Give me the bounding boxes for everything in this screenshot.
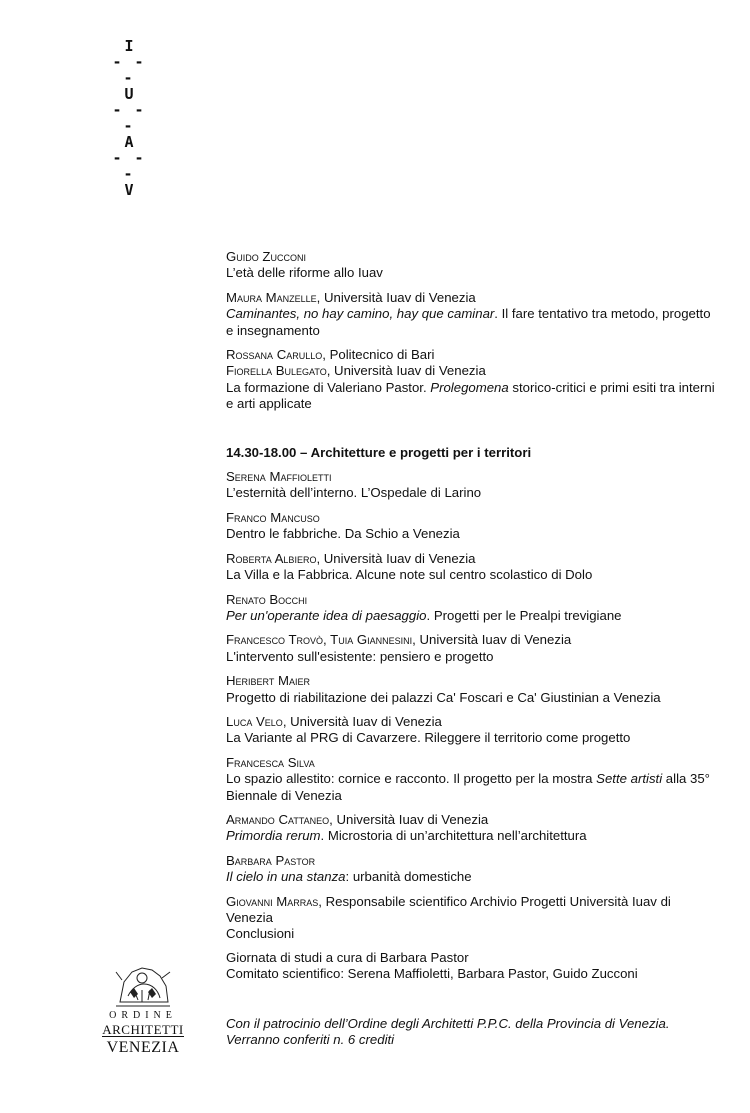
speaker-line [226, 673, 716, 689]
talk-title-part: Dentro le fabbriche. Da Schio a Venezia [226, 526, 460, 542]
speaker-line [226, 755, 716, 771]
logo-separator: - - - [112, 149, 146, 183]
committee-line: Comitato scientifico: Serena Maffioletti, Barbara Pastor, Guido Zucconi [226, 966, 638, 982]
speaker-line [226, 894, 716, 927]
speaker-line [226, 853, 716, 869]
morning-entries [226, 249, 716, 413]
talk-title [226, 608, 716, 624]
talk-title-part: . Microstoria di un’architettura nell’architettura [320, 828, 587, 844]
speaker-affiliation: , Università Iuav di Venezia [326, 363, 486, 379]
speaker-name: Franco Mancuso [226, 509, 320, 525]
talk-title [226, 649, 716, 665]
talk-title [226, 306, 716, 339]
speaker-affiliation: , Università Iuav di Venezia [412, 632, 572, 648]
architetti-label: ARCHITETTI [102, 1022, 184, 1037]
credits-note: Verranno conferiti n. 6 crediti [226, 1032, 395, 1048]
talk-title-part: Prolegomena [430, 379, 509, 395]
program-entry [226, 632, 716, 665]
program [226, 249, 716, 951]
talk-title [226, 526, 716, 542]
talk-title-part: La Villa e la Fabbrica. Alcune note sul centro scolastico di Dolo [226, 567, 593, 583]
speaker-name: Renato Bocchi [226, 591, 308, 607]
speaker-line [226, 632, 716, 648]
patronage [226, 1016, 726, 1049]
speaker-line [226, 510, 716, 526]
speaker-line [226, 469, 716, 485]
speaker-name: Roberta Albiero [226, 550, 317, 566]
speaker-name: Maura Manzelle [226, 289, 317, 305]
talk-title [226, 828, 716, 844]
talk-title [226, 926, 716, 942]
talk-title-part: Caminantes, no hay camino, hay que caminar [226, 306, 495, 322]
program-entry [226, 592, 716, 625]
speaker-affiliation: , Università Iuav di Venezia [329, 811, 489, 827]
logo-separator: - - - [112, 53, 146, 87]
speaker-affiliation: , Responsabile scientifico Archivio Progetti Università Iuav di Venezia [226, 893, 671, 925]
iuav-logo [112, 38, 146, 198]
speaker-line [226, 249, 716, 265]
talk-title-part: L’esternità dell’interno. L’Ospedale di Larino [226, 485, 482, 501]
program-entry [226, 510, 716, 543]
talk-title-part: : urbanità domestiche [345, 869, 472, 885]
speaker-affiliation: , Università Iuav di Venezia [316, 550, 476, 566]
speaker-name: Heribert Maier [226, 673, 311, 689]
talk-title-part: Progetto di riabilitazione dei palazzi Ca' Foscari e Ca' Giustinian a Venezia [226, 689, 661, 705]
talk-title [226, 567, 716, 583]
speaker-line [226, 363, 716, 379]
talk-title-part: . Progetti per le Prealpi trevigiane [426, 607, 622, 623]
speaker-name: Guido Zucconi [226, 249, 306, 264]
program-entry [226, 290, 716, 339]
speaker-line [226, 812, 716, 828]
program-entry [226, 249, 716, 282]
program-entry [226, 469, 716, 502]
curator-line: Giornata di studi a cura di Barbara Pastor [226, 950, 469, 965]
talk-title [226, 690, 716, 706]
program-entry [226, 894, 716, 943]
speaker-name: Barbara Pastor [226, 852, 316, 868]
speaker-affiliation: , Politecnico di Bari [322, 347, 435, 363]
speaker-line [226, 592, 716, 608]
speaker-line [226, 347, 716, 363]
speaker-line [226, 290, 716, 306]
talk-title-part: Lo spazio allestito: cornice e racconto. Il progetto per la mostra [226, 771, 597, 787]
talk-title-part: L’età delle riforme allo Iuav [226, 265, 383, 281]
lion-emblem-icon [112, 962, 174, 1008]
talk-title-part: La Variante al PRG di Cavarzere. Rileggere il territorio come progetto [226, 730, 631, 746]
talk-title [226, 265, 716, 281]
speaker-name: Armando Cattaneo [226, 811, 330, 827]
program-entry [226, 853, 716, 886]
speaker-name: Serena Maffioletti [226, 469, 332, 485]
speaker-line [226, 551, 716, 567]
speaker-name: Luca Velo [226, 713, 283, 729]
program-entry [226, 812, 716, 845]
talk-title-part: Primordia rerum [226, 828, 321, 844]
ordine-architetti-logo [98, 962, 188, 1056]
talk-title [226, 771, 716, 804]
talk-title-part: L'intervento sull'esistente: pensiero e progetto [226, 648, 494, 664]
program-entry [226, 347, 716, 413]
speaker-affiliation: , Università Iuav di Venezia [282, 713, 442, 729]
speaker-name: Giovanni Marras [226, 893, 319, 909]
program-entry [226, 673, 716, 706]
program-entry [226, 714, 716, 747]
talk-title [226, 869, 716, 885]
talk-title-part: Il cielo in una stanza [226, 869, 346, 885]
patronage-line: Con il patrocinio dell’Ordine degli Architetti P.P.C. della Provincia di Venezia. [226, 1016, 670, 1031]
talk-title [226, 730, 716, 746]
afternoon-entries [226, 469, 716, 943]
credits [226, 950, 716, 983]
speaker-affiliation: , Università Iuav di Venezia [316, 289, 476, 305]
logo-letter: I [124, 37, 134, 55]
speaker-line [226, 714, 716, 730]
talk-title-part: La formazione di Valeriano Pastor. [226, 379, 431, 395]
logo-letter: A [124, 133, 134, 151]
talk-title-part: Per un'operante idea di paesaggio [226, 607, 427, 623]
talk-title-part: storico-critici e primi esiti tra interni e arti applicate [226, 379, 715, 412]
logo-letter: U [124, 85, 134, 103]
program-entry [226, 755, 716, 804]
speaker-name: Rossana Carullo [226, 347, 323, 363]
talk-title [226, 485, 716, 501]
logo-letter: V [124, 181, 134, 199]
venezia-label: VENEZIA [106, 1039, 180, 1056]
talk-title-part: . Il fare tentativo tra metodo, progetto e insegnamento [226, 306, 711, 338]
session-heading: 14.30-18.00 – Architetture e progetti per i territori [226, 444, 532, 460]
ordine-label: ORDINE [109, 1010, 177, 1021]
logo-separator: - - - [112, 101, 146, 135]
program-entry [226, 551, 716, 584]
talk-title-part: alla 35° Biennale di Venezia [226, 771, 710, 803]
talk-title-part: Conclusioni [226, 926, 295, 942]
speaker-name: Francesco Trovò, Tuia Giannesini [226, 632, 413, 648]
speaker-name: Fiorella Bulegato [226, 363, 327, 379]
talk-title-part: Sette artisti [596, 771, 663, 787]
speaker-name: Francesca Silva [226, 754, 315, 770]
talk-title [226, 380, 716, 413]
